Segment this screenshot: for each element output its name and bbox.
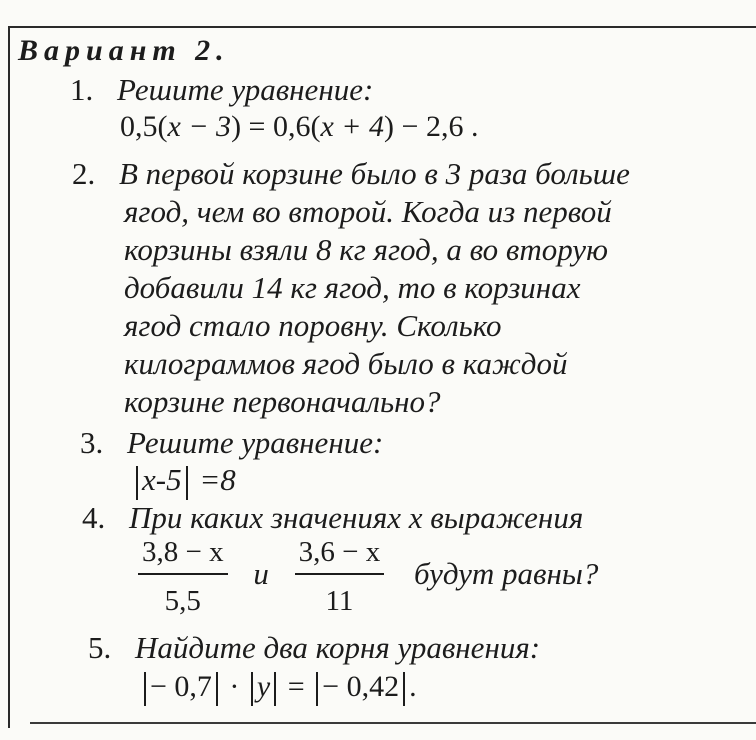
task-4-number: 4. xyxy=(82,500,106,535)
task-1-equation: 0,5(x − 3) = 0,6(x + 4) − 2,6 . xyxy=(120,110,479,143)
task-5-number: 5. xyxy=(88,630,112,665)
task-4-fraction-1: $\frac{3,8 - x}{5,5}$ xyxy=(138,536,228,618)
task-1-instruction: 1. Решите уравнение: xyxy=(70,72,374,107)
task-2-line-3: корзины взяли 8 кг ягод, а во вторую xyxy=(124,232,608,267)
task-5-instruction: 5. Найдите два корня уравнения: xyxy=(88,630,541,665)
variant-title: Вариант 2. xyxy=(18,34,230,67)
task-2-number: 2. xyxy=(72,156,96,191)
task-3-equation: x-5 =8 xyxy=(132,462,236,500)
task-2-line-1: 2. В первой корзине было в 3 раза больше xyxy=(72,156,630,191)
task-2-line-6: килограммов ягод было в каждой xyxy=(124,346,568,381)
task-5-equation: − 0,7 · y = − 0,42 . xyxy=(140,670,417,706)
task-2-line-7: корзине первоначально? xyxy=(124,384,441,419)
task-4-instruction: 4. При каких значениях х выражения xyxy=(82,500,584,535)
task-2-line-5: ягод стало поровну. Сколько xyxy=(124,308,502,343)
task-3-number: 3. xyxy=(80,425,104,460)
task-4-fraction-2: $\frac{3,6 - x}{11}$ xyxy=(295,536,385,618)
task-1-number: 1. xyxy=(70,72,94,107)
task-2-line-4: добавили 14 кг ягод, то в корзинах xyxy=(124,270,581,305)
bottom-rule xyxy=(30,722,756,724)
task-4-fractions: $\frac{3,8 - x}{5,5}$ и $\frac{3,6 - x}{11}$ будут равны? xyxy=(138,536,598,618)
task-3-instruction: 3. Решите уравнение: xyxy=(80,425,384,460)
task-2-line-2: ягод, чем во второй. Когда из первой xyxy=(124,194,612,229)
